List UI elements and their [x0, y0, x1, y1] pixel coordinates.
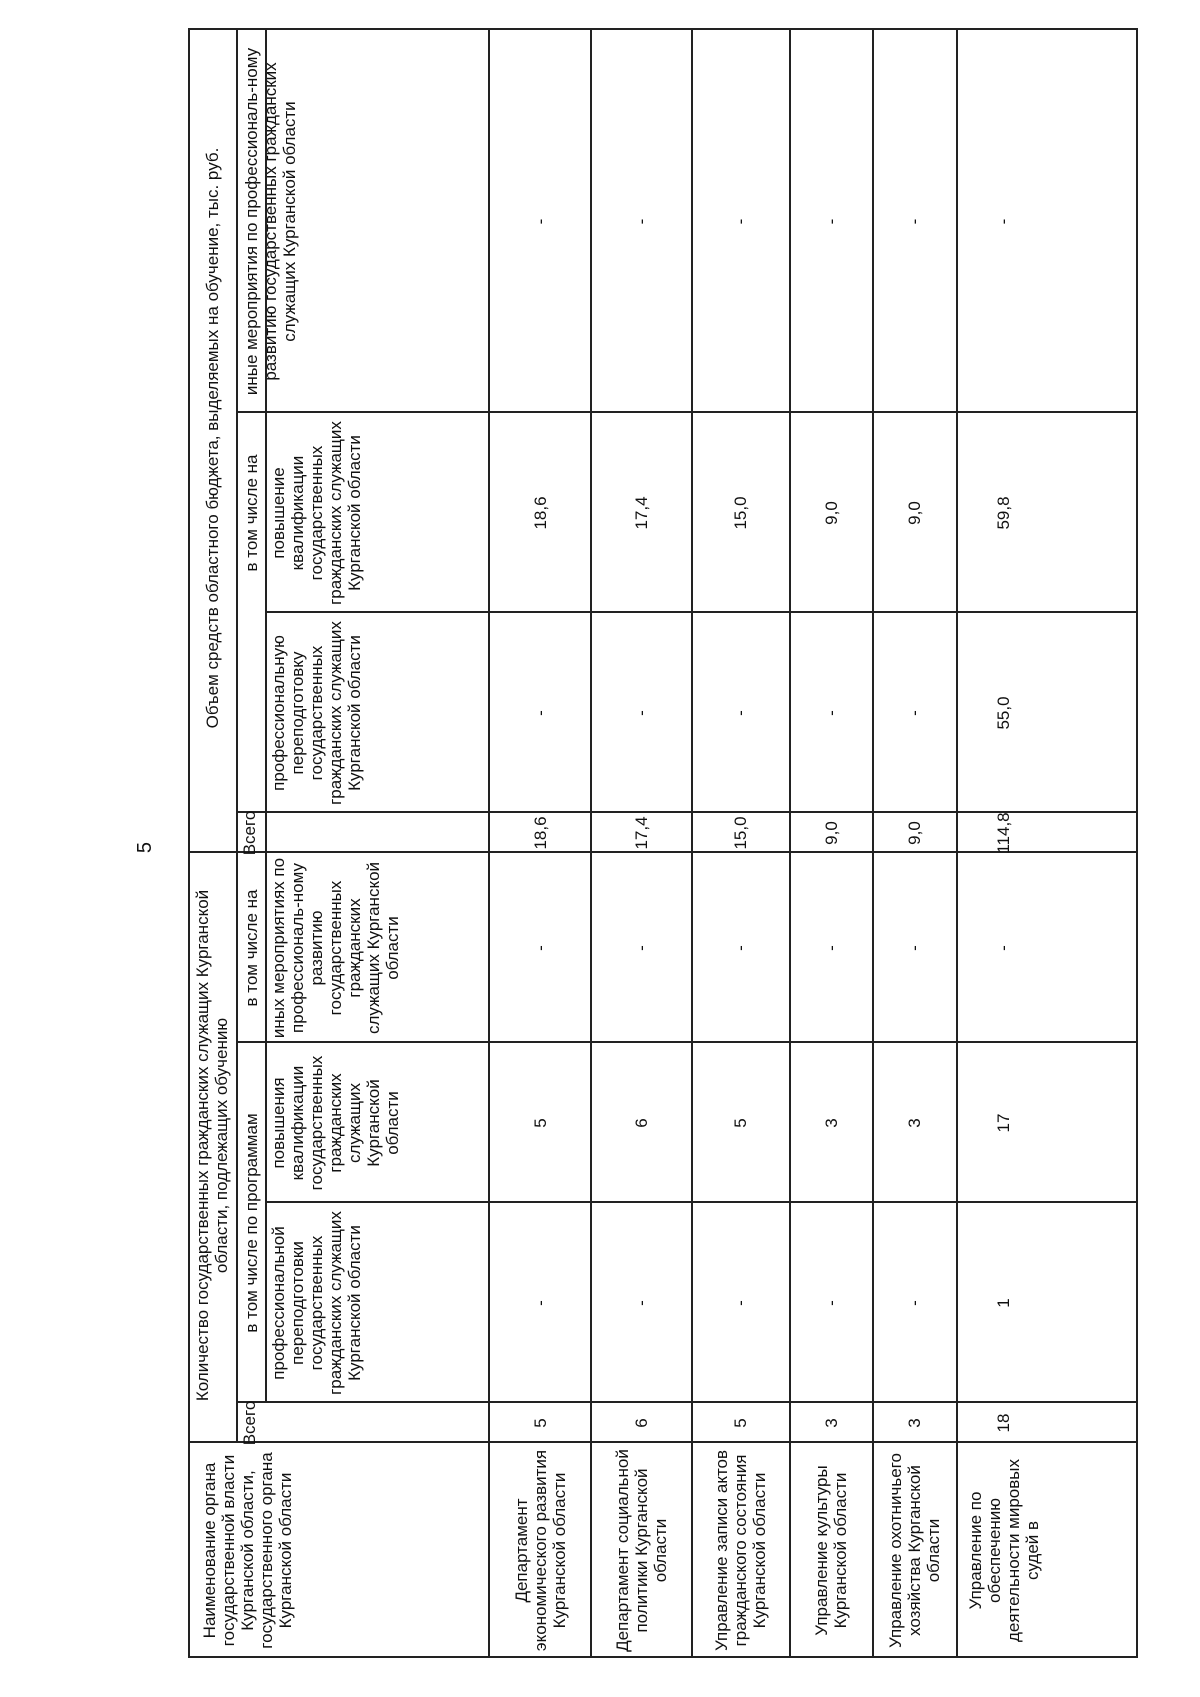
count-total: 18 — [994, 1413, 1013, 1433]
budget-retraining: - — [530, 710, 550, 716]
header-budget-other: иные мероприятия по профессиональ-ному развитию государственных гражданских служащих Курганской области — [242, 47, 299, 396]
budget-total: 15,0 — [731, 816, 750, 850]
header-budget-incl-on: в том числе на — [241, 454, 261, 572]
budget-retraining: - — [905, 710, 924, 716]
count-total: 5 — [731, 1418, 750, 1428]
count-total: 3 — [905, 1418, 924, 1428]
budget-total: 114,8 — [994, 812, 1013, 854]
count-total: 3 — [821, 1418, 841, 1428]
count-retraining: 1 — [994, 1298, 1013, 1308]
budget-other: - — [821, 218, 841, 225]
count-total: 6 — [631, 1418, 651, 1428]
org-name: Управление по обеспечению деятельности мировых судей в — [966, 1458, 1042, 1643]
budget-qualification: 59,8 — [994, 496, 1013, 530]
count-other: - — [821, 945, 841, 951]
header-budget-retraining: профессиональную переподготовку государственных гражданских служащих Курганской области — [269, 621, 364, 805]
count-retraining: - — [905, 1300, 924, 1306]
budget-other: - — [631, 218, 651, 225]
count-retraining: - — [731, 1300, 750, 1306]
budget-other: - — [905, 218, 924, 225]
org-name: Управление охотничьего хозяйства Курганской области — [886, 1453, 943, 1649]
header-count-incl-on: в том числе на — [241, 889, 261, 1007]
header-count-qualification: повышения квалификации государственных гражданских служащих Курганской области — [269, 1055, 402, 1191]
training-table — [188, 28, 1138, 1658]
budget-total: 9,0 — [905, 821, 924, 845]
count-other: - — [994, 945, 1013, 951]
org-name: Управление культуры Курганской области — [812, 1465, 850, 1636]
budget-qualification: 9,0 — [821, 501, 841, 525]
count-qualification: 6 — [631, 1118, 651, 1128]
count-retraining: - — [821, 1300, 841, 1306]
org-name: Департамент экономического развития Курганской области — [511, 1449, 569, 1652]
budget-qualification: 18,6 — [530, 496, 550, 530]
header-count-other: иных мероприятиях по профессиональ-ному развитию государственных гражданских служащих Курганской области — [269, 857, 402, 1039]
count-other: - — [530, 945, 550, 951]
count-qualification: 3 — [821, 1118, 841, 1128]
budget-qualification: 9,0 — [905, 501, 924, 525]
count-other: - — [731, 945, 750, 951]
count-other: - — [905, 945, 924, 951]
header-count-by-programs: в том числе по программам — [241, 1113, 261, 1333]
budget-other: - — [731, 218, 750, 225]
budget-total: 18,6 — [530, 816, 550, 850]
budget-total: 17,4 — [631, 816, 651, 850]
budget-retraining: 55,0 — [994, 696, 1013, 730]
header-budget-group: Объем средств областного бюджета, выделяемых на обучение, тыс. руб. — [202, 147, 222, 729]
count-retraining: - — [530, 1300, 550, 1306]
count-qualification: 5 — [530, 1118, 550, 1128]
org-name: Департамент социальной политики Курганской области — [612, 1449, 670, 1652]
budget-retraining: - — [731, 710, 750, 716]
count-qualification: 5 — [731, 1118, 750, 1128]
header-budget-qualification: повышение квалификации государственных гражданских служащих Курганской области — [269, 421, 364, 605]
header-name-column: Наименование органа государственной власти Курганской области, государственного органа Курганской области — [200, 1452, 295, 1649]
budget-retraining: - — [821, 710, 841, 716]
count-qualification: 3 — [905, 1118, 924, 1128]
count-qualification: 17 — [994, 1113, 1013, 1133]
header-count-retraining: профессиональной переподготовки государственных гражданских служащих Курганской области — [269, 1211, 364, 1395]
count-retraining: - — [631, 1300, 651, 1306]
budget-qualification: 15,0 — [731, 496, 750, 530]
header-count-total: Всего — [240, 1400, 259, 1446]
count-other: - — [631, 945, 651, 951]
budget-retraining: - — [631, 710, 651, 716]
org-name: Управление записи актов гражданского состояния Курганской области — [712, 1449, 769, 1652]
budget-other: - — [530, 218, 550, 225]
budget-total: 9,0 — [821, 821, 841, 845]
budget-other: - — [994, 218, 1013, 225]
page-number: 5 — [134, 841, 157, 854]
budget-qualification: 17,4 — [631, 496, 651, 530]
header-count-group: Количество государственных гражданских служащих Курганской области, подлежащих обучению — [193, 889, 231, 1402]
header-budget-total: Всего — [240, 810, 259, 856]
count-total: 5 — [530, 1418, 550, 1428]
